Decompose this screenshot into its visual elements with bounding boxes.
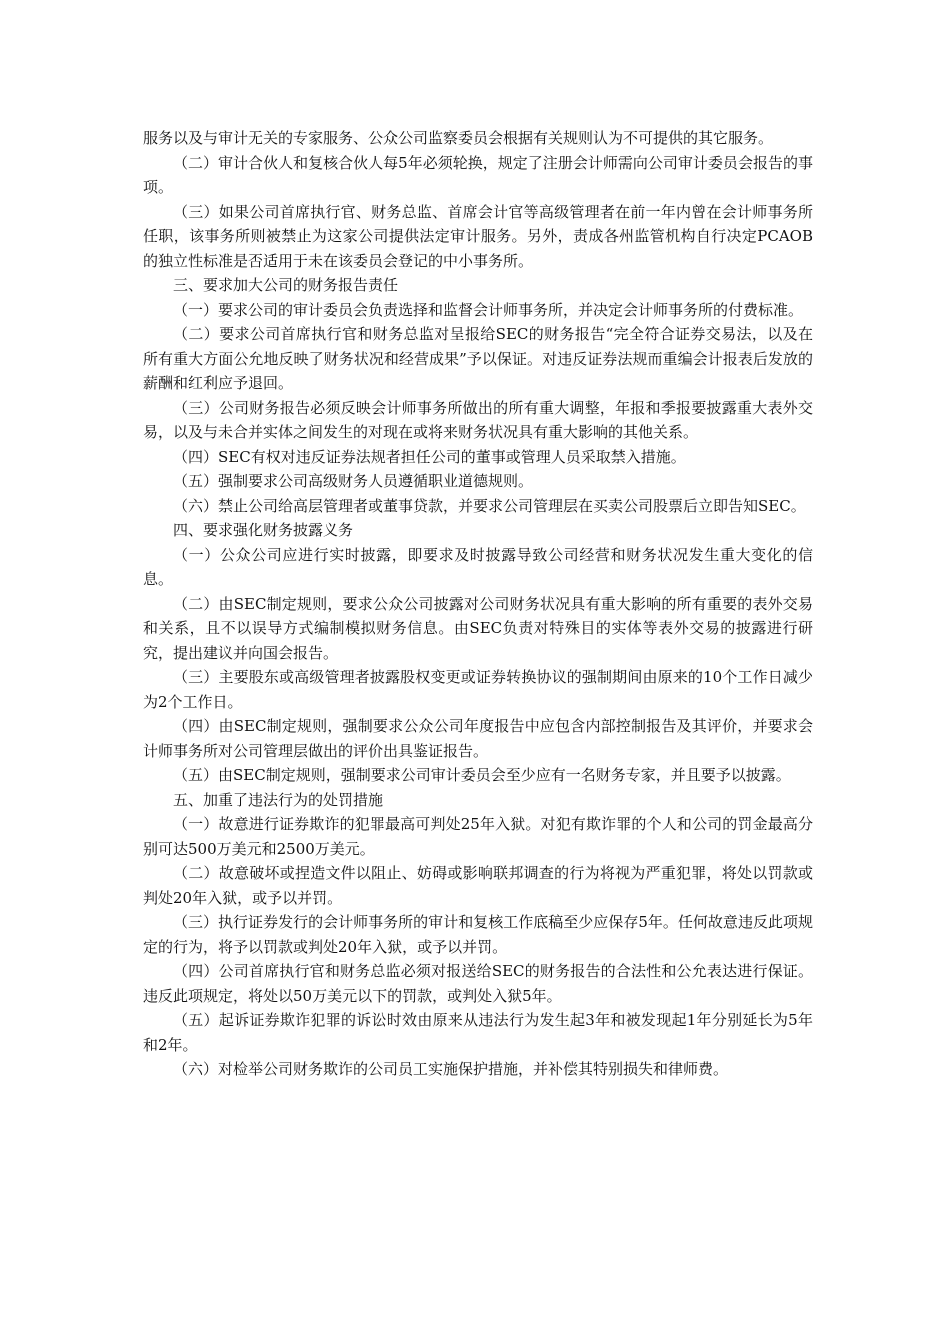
paragraph-5: （一）要求公司的审计委员会负责选择和监督会计师事务所，并决定会计师事务所的付费标准。: [173, 300, 804, 319]
paragraph-12: （一）公众公司应进行实时披露，即要求及时披露导致公司经营和财务状况发生重大变化的信息。: [143, 545, 813, 588]
paragraph-7: （三）公司财务报告必须反映会计师事务所做出的所有重大调整，年报和季报要披露重大表外交易，以及与未合并实体之间发生的对现在或将来财务状况具有重大影响的其他关系。: [143, 398, 813, 441]
paragraph-16: （五）由SEC制定规则，强制要求公司审计委员会至少应有一名财务专家，并且要予以披露。: [173, 766, 791, 784]
paragraph-2: （二）审计合伙人和复核合伙人每5年必须轮换，规定了注册会计师需向公司审计委员会报告的事项。: [143, 153, 813, 196]
paragraph-1: 服务以及与审计无关的专家服务、公众公司监察委员会根据有关规则认为不可提供的其它服务。: [143, 129, 774, 147]
paragraph-15: （四）由SEC制定规则，强制要求公众公司年度报告中应包含内部控制报告及其评价，并要求会计师事务所对公司管理层做出的评价出具鉴证报告。: [143, 717, 813, 760]
paragraph-6: （二）要求公司首席执行官和财务总监对呈报给SEC的财务报告“完全符合证券交易法，以及在所有重大方面公允地反映了财务状况和经营成果”予以保证。对违反证券法规而重编会计报表后发放的薪酬和红利应予退回。: [143, 325, 813, 392]
document-body: [143, 126, 813, 1082]
paragraph-8: （四）SEC有权对违反证券法规者担任公司的董事或管理人员采取禁入措施。: [173, 447, 686, 466]
section-heading-3: 三、要求加大公司的财务报告责任: [173, 276, 399, 294]
paragraph-10: （六）禁止公司给高层管理者或董事贷款，并要求公司管理层在买卖公司股票后立即告知SEC。: [173, 496, 806, 515]
paragraph-3: （三）如果公司首席执行官、财务总监、首席会计官等高级管理者在前一年内曾在会计师事务所任职，该事务所则被禁止为这家公司提供法定审计服务。另外，责成各州监管机构自行决定PCAOB的独立性标准是否适用于未在该委员会登记的中小事务所。: [143, 202, 813, 270]
section-heading-5: 五、加重了违法行为的处罚措施: [173, 790, 384, 809]
section-heading-4: 四、要求强化财务披露义务: [173, 521, 354, 539]
paragraph-9: （五）强制要求公司高级财务人员遵循职业道德规则。: [173, 472, 534, 490]
paragraph-23: （六）对检举公司财务欺诈的公司员工实施保护措施，并补偿其特别损失和律师费。: [173, 1060, 729, 1078]
paragraph-13: （二）由SEC制定规则，要求公众公司披露对公司财务状况具有重大影响的所有重要的表外交易和关系，且不以误导方式编制模拟财务信息。由SEC负责对特殊目的实体等表外交易的披露进行研究，提出建议并向国会报告。: [143, 594, 813, 662]
paragraph-18: （一）故意进行证券欺诈的犯罪最高可判处25年入狱。对犯有欺诈罪的个人和公司的罚金最高分别可达500万美元和2500万美元。: [143, 815, 813, 858]
paragraph-21: （四）公司首席执行官和财务总监必须对报送给SEC的财务报告的合法性和公允表达进行保证。违反此项规定，将处以50万美元以下的罚款，或判处入狱5年。: [143, 962, 813, 1005]
paragraph-22: （五）起诉证券欺诈犯罪的诉讼时效由原来从违法行为发生起3年和被发现起1年分别延长为5年和2年。: [143, 1011, 813, 1054]
paragraph-19: （二）故意破坏或捏造文件以阻止、妨碍或影响联邦调查的行为将视为严重犯罪，将处以罚款或判处20年入狱，或予以并罚。: [143, 864, 813, 907]
paragraph-14: （三）主要股东或高级管理者披露股权变更或证券转换协议的强制期间由原来的10个工作日减少为2个工作日。: [143, 668, 813, 711]
paragraph-20: （三）执行证券发行的会计师事务所的审计和复核工作底稿至少应保存5年。任何故意违反此项规定的行为，将予以罚款或判处20年入狱，或予以并罚。: [143, 913, 813, 956]
